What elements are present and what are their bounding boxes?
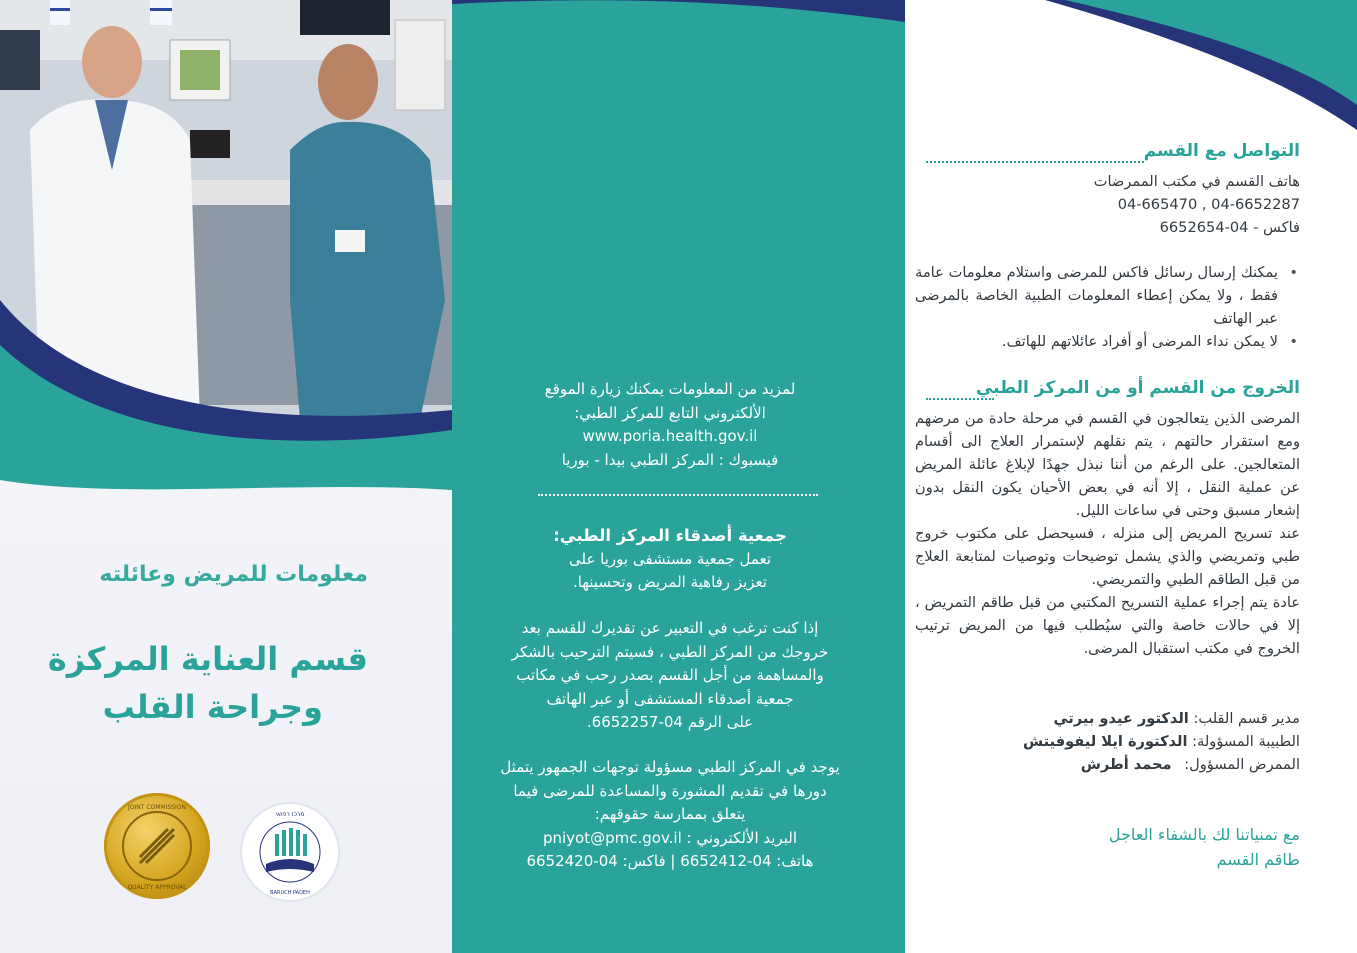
ombudsman-line3: يتعلق بممارسة حقوقهم: xyxy=(594,805,746,823)
discharge-para3: عادة يتم إجراء عملية التسريح المكتبي من قبل طاقم التمريض ، إلا في حالات خاصة والتي سيُطلب فيها من المريض ترتيب الخروج في مكتب استقبال المرضى. xyxy=(915,594,1300,657)
svg-text:מרכז רפואי: מרכז רפואי xyxy=(275,811,305,818)
friends-line1: تعمل جمعية مستشفى بوريا على xyxy=(568,549,771,568)
discharge-para1: المرضى الذين يتعالجون في القسم في مرحلة حادة من مرضهم ومع استقرار حالتهم ، يتم نقلهم لإستمرار العلاج الى أقسام المتعالجين. على الرغم من أننا نبذل جهدًا لإبلاغ عائلة المريض عن عملية النقل ، إلا أنه في بعض الأحيان يكون النقل بدون إشعار مسبق وحتى في ساعات الليل. xyxy=(915,410,1300,519)
contact-phones: 04-6652287 , 04-665470 xyxy=(1117,196,1300,213)
top-wave-decoration xyxy=(452,0,905,40)
friends-line2: تعزيز رفاهية المريض وتحسينها. xyxy=(573,573,767,591)
brochure-title-line2: وجراحة القلب xyxy=(102,688,323,726)
wave-decoration xyxy=(0,470,452,540)
closing-line2: طاقم القسم xyxy=(1216,850,1300,869)
section-divider xyxy=(538,494,818,496)
top-corner-wave-decoration xyxy=(905,0,1357,140)
discharge-heading-underline xyxy=(926,398,994,400)
svg-text:BARUCH PADEH: BARUCH PADEH xyxy=(270,890,310,896)
contact-note-fax: • يمكنك إرسال رسائل فاكس للمرضى واستلام معلومات عامة فقط ، ولا يمكن إعطاء المعلومات الطبية الخاصة بالمرضى عبر الهاتف xyxy=(915,261,1278,330)
doctor-label: الطبيبة المسؤولة: xyxy=(1192,733,1300,750)
ombudsman-line1: يوجد في المركز الطبي مسؤولة توجهات الجمهور يتمثل xyxy=(500,758,840,776)
brochure-title-line1: قسم العناية المركزة xyxy=(47,640,368,678)
doctor-name: الدكتورة ايلا ليفوفيتش xyxy=(1023,733,1188,750)
contact-notes xyxy=(915,261,1300,353)
staff-photo xyxy=(0,0,452,476)
nurse-name: محمد أطرش xyxy=(1080,756,1172,773)
friends-association-section xyxy=(470,524,870,595)
director-label: مدير قسم القلب: xyxy=(1193,710,1300,727)
brochure-subtitle: معلومات للمريض وعائلته xyxy=(99,562,368,587)
appreciation-line4: جمعية أصدقاء المستشفى أو عبر الهاتف xyxy=(546,689,794,708)
brochure-title xyxy=(48,635,368,731)
appreciation-line2: خروجك من المركز الطبي ، فسيتم الترحيب بالشكر xyxy=(511,642,829,661)
contact-note-phone: • لا يمكن نداء المرضى أو أفراد عائلاتهم للهاتف. xyxy=(915,330,1278,353)
contact-line1: هاتف القسم في مكتب الممرضات xyxy=(1093,173,1300,190)
website-line2: الألكتروني التابع للمركز الطبي: xyxy=(574,403,766,422)
discharge-heading: الخروج من القسم أو من المركز الطبي xyxy=(975,378,1300,398)
appreciation-line3: والمساهمة من أجل القسم بصدر رحب في مكاتب xyxy=(516,666,824,684)
discharge-text xyxy=(915,407,1300,660)
website-url-link[interactable]: www.poria.health.gov.il xyxy=(582,427,758,445)
left-panel xyxy=(0,0,452,953)
ombudsman-email-link[interactable]: البريد الألكتروني : pniyot@pmc.gov.il xyxy=(542,828,798,847)
contact-details xyxy=(915,170,1300,239)
staff-director xyxy=(915,707,1300,730)
nurse-label: الممرض المسؤول: xyxy=(1184,756,1300,773)
staff-doctor xyxy=(915,730,1300,753)
website-info xyxy=(470,378,870,472)
ombudsman-section xyxy=(470,756,870,874)
appreciation-line5: على الرقم 04-6652257. xyxy=(586,713,754,731)
closing-line1: مع تمنياتنا لك بالشفاء العاجل xyxy=(1108,825,1300,844)
ombudsman-line2: دورها في تقديم المشورة والمساعدة للمرضى فيما xyxy=(513,781,827,800)
facebook-info: فيسبوك : المركز الطبي بيدا - بوريا xyxy=(561,450,779,469)
contact-heading: التواصل مع القسم xyxy=(1143,141,1300,161)
appreciation-section xyxy=(470,617,870,735)
appreciation-line1: إذا كنت ترغب في التعبير عن تقديرك للقسم بعد xyxy=(521,619,819,637)
director-name: الدكتور عيدو بيرتي xyxy=(1053,710,1189,727)
discharge-para2: عند تسريح المريض إلى منزله ، فسيحصل على مكتوب خروج طبي وتمريضي والذي يشمل توضيحات وتوصيات لمتابعة العلاج من قبل الطاقم الطبي والتمريضي. xyxy=(915,525,1300,588)
website-line1: لمزيد من المعلومات يمكنك زيارة الموقع xyxy=(544,380,796,398)
contact-fax: فاكس - 04-6652654 xyxy=(1159,219,1300,236)
closing-wishes xyxy=(915,822,1300,872)
svg-text:JOINT COMMISSION: JOINT COMMISSION xyxy=(128,804,186,811)
jci-quality-seal-logo xyxy=(104,793,210,899)
ombudsman-phone: هاتف: 04-6652412 | فاكس: 04-6652420 xyxy=(526,852,814,870)
poriya-medical-center-logo xyxy=(240,802,340,902)
svg-text:QUALITY APPROVAL: QUALITY APPROVAL xyxy=(127,884,187,891)
staff-list xyxy=(915,707,1300,776)
friends-heading: جمعية أصدقاء المركز الطبي: xyxy=(553,526,787,545)
staff-nurse xyxy=(915,753,1300,776)
contact-heading-underline xyxy=(926,161,1144,163)
